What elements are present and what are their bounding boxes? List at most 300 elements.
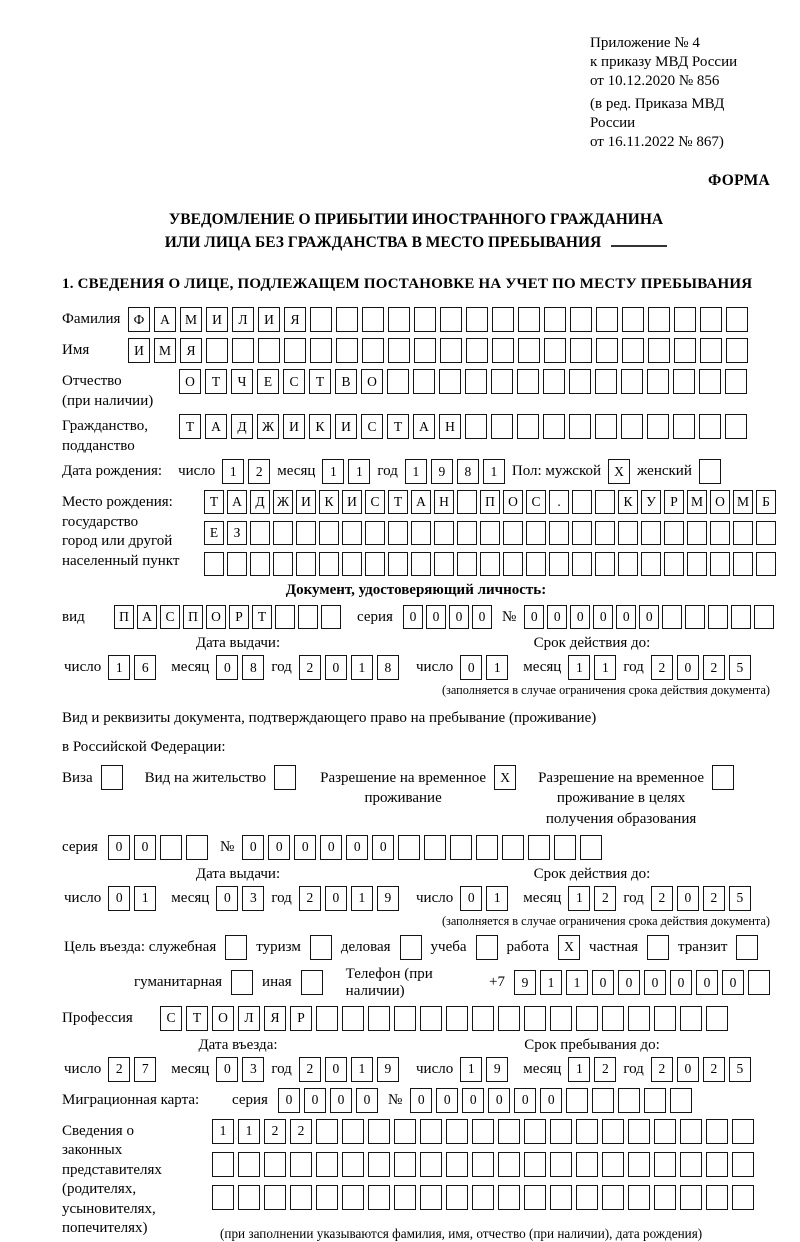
form-cell[interactable]: 2 (299, 655, 321, 680)
form-cell[interactable]: 8 (457, 459, 479, 484)
form-cell[interactable]: 5 (729, 886, 751, 911)
form-cell[interactable]: 0 (462, 1088, 484, 1113)
form-cell[interactable]: 0 (216, 1057, 238, 1082)
form-cell[interactable] (733, 521, 753, 545)
form-cell[interactable]: 2 (703, 886, 725, 911)
form-cell[interactable] (544, 338, 566, 363)
form-cell[interactable]: Я (264, 1006, 286, 1031)
form-cell[interactable] (457, 490, 477, 514)
form-cell[interactable]: С (283, 369, 305, 394)
form-cell[interactable] (674, 338, 696, 363)
form-cell[interactable] (411, 521, 431, 545)
form-cell[interactable]: Н (439, 414, 461, 439)
birth-day-input[interactable] (222, 459, 270, 484)
form-cell[interactable] (498, 1006, 520, 1031)
form-cell[interactable]: Т (204, 490, 224, 514)
form-cell[interactable]: О (206, 605, 226, 629)
form-cell[interactable]: Р (229, 605, 249, 629)
form-cell[interactable] (480, 552, 500, 576)
form-cell[interactable] (528, 835, 550, 860)
form-cell[interactable]: А (154, 307, 176, 332)
form-cell[interactable] (342, 1006, 364, 1031)
form-cell[interactable]: О (212, 1006, 234, 1031)
birthplace-row3-input[interactable] (204, 552, 776, 576)
form-cell[interactable] (388, 307, 410, 332)
form-cell[interactable] (472, 1006, 494, 1031)
permit-number-input[interactable] (242, 835, 602, 860)
form-cell[interactable]: 1 (348, 459, 370, 484)
form-cell[interactable] (550, 1185, 572, 1210)
form-cell[interactable]: 1 (405, 459, 427, 484)
form-cell[interactable] (700, 307, 722, 332)
form-cell[interactable] (622, 338, 644, 363)
form-cell[interactable] (336, 307, 358, 332)
form-cell[interactable] (654, 1119, 676, 1144)
form-cell[interactable]: А (413, 414, 435, 439)
form-cell[interactable] (298, 605, 318, 629)
form-cell[interactable] (602, 1006, 624, 1031)
sex-female-checkbox[interactable] (699, 459, 721, 484)
form-cell[interactable]: С (526, 490, 546, 514)
form-cell[interactable]: Ж (273, 490, 293, 514)
form-cell[interactable]: М (687, 490, 707, 514)
form-cell[interactable] (206, 338, 228, 363)
form-cell[interactable] (576, 1152, 598, 1177)
form-cell[interactable] (319, 552, 339, 576)
form-cell[interactable] (628, 1152, 650, 1177)
form-cell[interactable] (736, 935, 758, 960)
form-cell[interactable]: X (558, 935, 580, 960)
form-cell[interactable]: 2 (651, 886, 673, 911)
form-cell[interactable] (602, 1185, 624, 1210)
form-cell[interactable] (420, 1119, 442, 1144)
form-cell[interactable] (310, 307, 332, 332)
form-cell[interactable] (647, 935, 669, 960)
form-cell[interactable] (284, 338, 306, 363)
form-cell[interactable]: 0 (449, 605, 469, 629)
form-cell[interactable]: 7 (134, 1057, 156, 1082)
form-cell[interactable] (592, 1088, 614, 1113)
form-cell[interactable] (290, 1185, 312, 1210)
form-cell[interactable] (316, 1152, 338, 1177)
form-cell[interactable] (301, 970, 323, 995)
form-cell[interactable]: К (309, 414, 331, 439)
form-cell[interactable]: С (361, 414, 383, 439)
form-cell[interactable]: Е (204, 521, 224, 545)
form-cell[interactable] (628, 1119, 650, 1144)
form-cell[interactable] (524, 1185, 546, 1210)
form-cell[interactable] (602, 1152, 624, 1177)
form-cell[interactable]: Я (284, 307, 306, 332)
form-cell[interactable]: О (710, 490, 730, 514)
form-cell[interactable] (733, 552, 753, 576)
form-cell[interactable]: 3 (242, 1057, 264, 1082)
form-cell[interactable] (434, 552, 454, 576)
form-cell[interactable] (321, 605, 341, 629)
form-cell[interactable]: 1 (568, 886, 590, 911)
form-cell[interactable]: 2 (703, 1057, 725, 1082)
form-cell[interactable]: 9 (377, 886, 399, 911)
form-cell[interactable] (465, 369, 487, 394)
patronymic-input[interactable] (179, 369, 747, 394)
form-cell[interactable]: 0 (268, 835, 290, 860)
form-cell[interactable] (342, 1185, 364, 1210)
form-cell[interactable] (680, 1152, 702, 1177)
doc-type-input[interactable] (114, 605, 341, 629)
form-cell[interactable] (264, 1185, 286, 1210)
form-cell[interactable] (549, 521, 569, 545)
form-cell[interactable]: 1 (568, 655, 590, 680)
form-cell[interactable]: 0 (346, 835, 368, 860)
name-input[interactable] (128, 338, 748, 363)
form-cell[interactable] (732, 1185, 754, 1210)
form-cell[interactable] (238, 1152, 260, 1177)
form-cell[interactable]: Н (434, 490, 454, 514)
form-cell[interactable]: 0 (677, 655, 699, 680)
form-cell[interactable] (502, 835, 524, 860)
form-cell[interactable] (503, 552, 523, 576)
form-cell[interactable] (673, 369, 695, 394)
form-cell[interactable]: 0 (320, 835, 342, 860)
form-cell[interactable] (570, 307, 592, 332)
form-cell[interactable] (472, 1119, 494, 1144)
form-cell[interactable]: 0 (278, 1088, 300, 1113)
form-cell[interactable] (476, 835, 498, 860)
form-cell[interactable] (576, 1006, 598, 1031)
form-cell[interactable]: Т (205, 369, 227, 394)
form-cell[interactable] (457, 521, 477, 545)
form-cell[interactable]: К (319, 490, 339, 514)
permit-issue-day-input[interactable] (108, 886, 156, 911)
form-cell[interactable]: 2 (594, 1057, 616, 1082)
form-cell[interactable]: Т (387, 414, 409, 439)
form-cell[interactable]: 1 (351, 655, 373, 680)
form-cell[interactable] (368, 1006, 390, 1031)
form-cell[interactable]: 8 (377, 655, 399, 680)
form-cell[interactable]: У (641, 490, 661, 514)
form-cell[interactable] (440, 338, 462, 363)
form-cell[interactable]: 0 (514, 1088, 536, 1113)
form-cell[interactable]: Л (232, 307, 254, 332)
form-cell[interactable]: П (183, 605, 203, 629)
temp-residence-edu-checkbox[interactable] (712, 765, 734, 790)
visa-option[interactable] (62, 765, 123, 790)
form-cell[interactable] (664, 552, 684, 576)
form-cell[interactable]: 1 (483, 459, 505, 484)
id-issue-month-input[interactable] (216, 655, 264, 680)
legal-reps-row1-input[interactable] (212, 1119, 754, 1144)
form-cell[interactable] (570, 338, 592, 363)
form-cell[interactable] (457, 552, 477, 576)
form-cell[interactable]: И (206, 307, 228, 332)
form-cell[interactable]: 1 (460, 1057, 482, 1082)
form-cell[interactable]: 0 (325, 886, 347, 911)
form-cell[interactable] (446, 1006, 468, 1031)
form-cell[interactable] (706, 1152, 728, 1177)
form-cell[interactable]: 5 (729, 1057, 751, 1082)
form-cell[interactable]: 2 (290, 1119, 312, 1144)
form-cell[interactable] (524, 1006, 546, 1031)
form-cell[interactable]: 0 (670, 970, 692, 995)
form-cell[interactable] (748, 970, 770, 995)
form-cell[interactable] (628, 1006, 650, 1031)
form-cell[interactable]: 2 (299, 1057, 321, 1082)
form-cell[interactable] (726, 338, 748, 363)
form-cell[interactable]: А (205, 414, 227, 439)
form-cell[interactable] (687, 521, 707, 545)
form-cell[interactable] (424, 835, 446, 860)
form-cell[interactable]: И (283, 414, 305, 439)
form-cell[interactable]: 0 (325, 655, 347, 680)
purpose-official-checkbox[interactable] (225, 935, 247, 960)
temp-residence-option[interactable] (320, 765, 516, 809)
form-cell[interactable]: 0 (524, 605, 544, 629)
form-cell[interactable]: Е (257, 369, 279, 394)
form-cell[interactable] (580, 835, 602, 860)
migration-card-number-input[interactable] (410, 1088, 692, 1113)
form-cell[interactable] (699, 369, 721, 394)
permit-valid-month-input[interactable] (568, 886, 616, 911)
id-valid-month-input[interactable] (568, 655, 616, 680)
form-cell[interactable] (446, 1152, 468, 1177)
form-cell[interactable] (336, 338, 358, 363)
stay-day-input[interactable] (460, 1057, 508, 1082)
form-cell[interactable] (434, 521, 454, 545)
form-cell[interactable] (543, 369, 565, 394)
form-cell[interactable] (398, 835, 420, 860)
visa-checkbox[interactable] (101, 765, 123, 790)
form-cell[interactable]: 0 (618, 970, 640, 995)
form-cell[interactable] (492, 307, 514, 332)
form-cell[interactable] (756, 552, 776, 576)
form-cell[interactable]: 0 (616, 605, 636, 629)
form-cell[interactable] (687, 552, 707, 576)
form-cell[interactable] (731, 605, 751, 629)
purpose-work-checkbox[interactable] (558, 935, 580, 960)
form-cell[interactable]: 1 (351, 1057, 373, 1082)
form-cell[interactable]: С (160, 1006, 182, 1031)
form-cell[interactable]: 0 (356, 1088, 378, 1113)
form-cell[interactable]: 1 (566, 970, 588, 995)
form-cell[interactable]: 3 (242, 886, 264, 911)
form-cell[interactable]: 1 (568, 1057, 590, 1082)
form-cell[interactable] (550, 1119, 572, 1144)
form-cell[interactable]: 1 (212, 1119, 234, 1144)
form-cell[interactable]: 2 (651, 655, 673, 680)
stay-year-input[interactable] (651, 1057, 751, 1082)
form-cell[interactable]: 2 (299, 886, 321, 911)
form-cell[interactable]: Д (231, 414, 253, 439)
form-cell[interactable] (664, 521, 684, 545)
form-cell[interactable]: 0 (696, 970, 718, 995)
form-cell[interactable] (238, 1185, 260, 1210)
form-cell[interactable] (621, 414, 643, 439)
migration-card-series-input[interactable] (278, 1088, 378, 1113)
form-cell[interactable] (316, 1185, 338, 1210)
id-issue-year-input[interactable] (299, 655, 399, 680)
form-cell[interactable]: 0 (403, 605, 423, 629)
purpose-tourism-checkbox[interactable] (310, 935, 332, 960)
birthplace-row2-input[interactable] (204, 521, 776, 545)
form-cell[interactable] (576, 1185, 598, 1210)
form-cell[interactable] (706, 1185, 728, 1210)
form-cell[interactable] (420, 1006, 442, 1031)
form-cell[interactable] (554, 835, 576, 860)
form-cell[interactable] (618, 521, 638, 545)
form-cell[interactable] (572, 552, 592, 576)
form-cell[interactable] (368, 1152, 390, 1177)
form-cell[interactable] (225, 935, 247, 960)
form-cell[interactable] (544, 307, 566, 332)
form-cell[interactable]: 0 (593, 605, 613, 629)
permit-issue-year-input[interactable] (299, 886, 399, 911)
form-cell[interactable]: 0 (216, 655, 238, 680)
entry-day-input[interactable] (108, 1057, 156, 1082)
form-cell[interactable] (388, 521, 408, 545)
form-cell[interactable] (618, 1088, 640, 1113)
entry-month-input[interactable] (216, 1057, 264, 1082)
form-cell[interactable] (160, 835, 182, 860)
entry-year-input[interactable] (299, 1057, 399, 1082)
form-cell[interactable] (394, 1185, 416, 1210)
form-cell[interactable]: И (296, 490, 316, 514)
form-cell[interactable]: А (411, 490, 431, 514)
form-cell[interactable]: А (137, 605, 157, 629)
permit-issue-month-input[interactable] (216, 886, 264, 911)
form-cell[interactable]: Д (250, 490, 270, 514)
form-cell[interactable]: Т (179, 414, 201, 439)
form-cell[interactable] (204, 552, 224, 576)
form-cell[interactable]: 1 (238, 1119, 260, 1144)
form-cell[interactable] (394, 1152, 416, 1177)
form-cell[interactable] (368, 1185, 390, 1210)
form-cell[interactable] (670, 1088, 692, 1113)
form-cell[interactable] (365, 552, 385, 576)
temp-residence-checkbox[interactable] (494, 765, 516, 790)
form-cell[interactable] (712, 765, 734, 790)
form-cell[interactable] (576, 1119, 598, 1144)
form-cell[interactable] (647, 369, 669, 394)
form-cell[interactable] (498, 1185, 520, 1210)
form-cell[interactable]: 0 (294, 835, 316, 860)
form-cell[interactable] (310, 338, 332, 363)
form-cell[interactable]: 0 (644, 970, 666, 995)
form-cell[interactable]: Т (252, 605, 272, 629)
form-cell[interactable] (641, 521, 661, 545)
form-cell[interactable] (654, 1185, 676, 1210)
form-cell[interactable]: Р (290, 1006, 312, 1031)
form-cell[interactable]: Р (664, 490, 684, 514)
form-cell[interactable] (387, 369, 409, 394)
form-cell[interactable] (212, 1152, 234, 1177)
form-cell[interactable] (250, 552, 270, 576)
form-cell[interactable]: 9 (486, 1057, 508, 1082)
profession-input[interactable] (160, 1006, 728, 1031)
form-cell[interactable]: 5 (729, 655, 751, 680)
phone-input[interactable] (514, 970, 770, 995)
form-cell[interactable]: М (154, 338, 176, 363)
form-cell[interactable] (732, 1152, 754, 1177)
form-cell[interactable] (439, 369, 461, 394)
form-cell[interactable]: 0 (330, 1088, 352, 1113)
form-cell[interactable] (595, 369, 617, 394)
form-cell[interactable] (231, 970, 253, 995)
doc-series-input[interactable] (403, 605, 492, 629)
sex-male-checkbox[interactable] (608, 459, 630, 484)
form-cell[interactable]: 0 (592, 970, 614, 995)
form-cell[interactable] (673, 414, 695, 439)
form-cell[interactable] (706, 1006, 728, 1031)
form-cell[interactable] (518, 307, 540, 332)
form-cell[interactable] (450, 835, 472, 860)
form-cell[interactable]: 1 (134, 886, 156, 911)
form-cell[interactable]: Л (238, 1006, 260, 1031)
form-cell[interactable]: С (160, 605, 180, 629)
form-cell[interactable] (654, 1006, 676, 1031)
form-cell[interactable] (517, 414, 539, 439)
form-cell[interactable] (414, 307, 436, 332)
form-cell[interactable]: 0 (134, 835, 156, 860)
form-cell[interactable]: 0 (325, 1057, 347, 1082)
form-cell[interactable]: И (335, 414, 357, 439)
form-cell[interactable] (595, 552, 615, 576)
form-cell[interactable]: 0 (436, 1088, 458, 1113)
form-cell[interactable] (648, 307, 670, 332)
form-cell[interactable] (524, 1152, 546, 1177)
form-cell[interactable] (618, 552, 638, 576)
form-cell[interactable]: 9 (431, 459, 453, 484)
legal-reps-row3-input[interactable] (212, 1185, 754, 1210)
purpose-private-checkbox[interactable] (647, 935, 669, 960)
form-cell[interactable] (250, 521, 270, 545)
form-cell[interactable] (572, 521, 592, 545)
birth-month-input[interactable] (322, 459, 370, 484)
form-cell[interactable] (726, 307, 748, 332)
form-cell[interactable] (274, 765, 296, 790)
form-cell[interactable] (466, 307, 488, 332)
form-cell[interactable] (708, 605, 728, 629)
form-cell[interactable] (517, 369, 539, 394)
form-cell[interactable]: 6 (134, 655, 156, 680)
purpose-transit-checkbox[interactable] (736, 935, 758, 960)
form-cell[interactable] (628, 1185, 650, 1210)
form-cell[interactable]: 0 (108, 835, 130, 860)
form-cell[interactable] (414, 338, 436, 363)
citizenship-input[interactable] (179, 414, 747, 439)
form-cell[interactable] (296, 552, 316, 576)
form-cell[interactable]: 0 (639, 605, 659, 629)
form-cell[interactable]: 0 (722, 970, 744, 995)
form-cell[interactable]: Ж (257, 414, 279, 439)
id-issue-day-input[interactable] (108, 655, 156, 680)
form-cell[interactable] (498, 1152, 520, 1177)
form-cell[interactable]: 9 (514, 970, 536, 995)
form-cell[interactable] (526, 521, 546, 545)
form-cell[interactable] (446, 1185, 468, 1210)
form-cell[interactable] (362, 307, 384, 332)
form-cell[interactable]: 2 (264, 1119, 286, 1144)
form-cell[interactable]: М (733, 490, 753, 514)
form-cell[interactable]: 1 (594, 655, 616, 680)
form-cell[interactable] (549, 552, 569, 576)
form-cell[interactable] (706, 1119, 728, 1144)
form-cell[interactable] (680, 1185, 702, 1210)
form-cell[interactable]: П (114, 605, 134, 629)
form-cell[interactable] (472, 1152, 494, 1177)
form-cell[interactable] (365, 521, 385, 545)
form-cell[interactable] (258, 338, 280, 363)
form-cell[interactable]: X (608, 459, 630, 484)
